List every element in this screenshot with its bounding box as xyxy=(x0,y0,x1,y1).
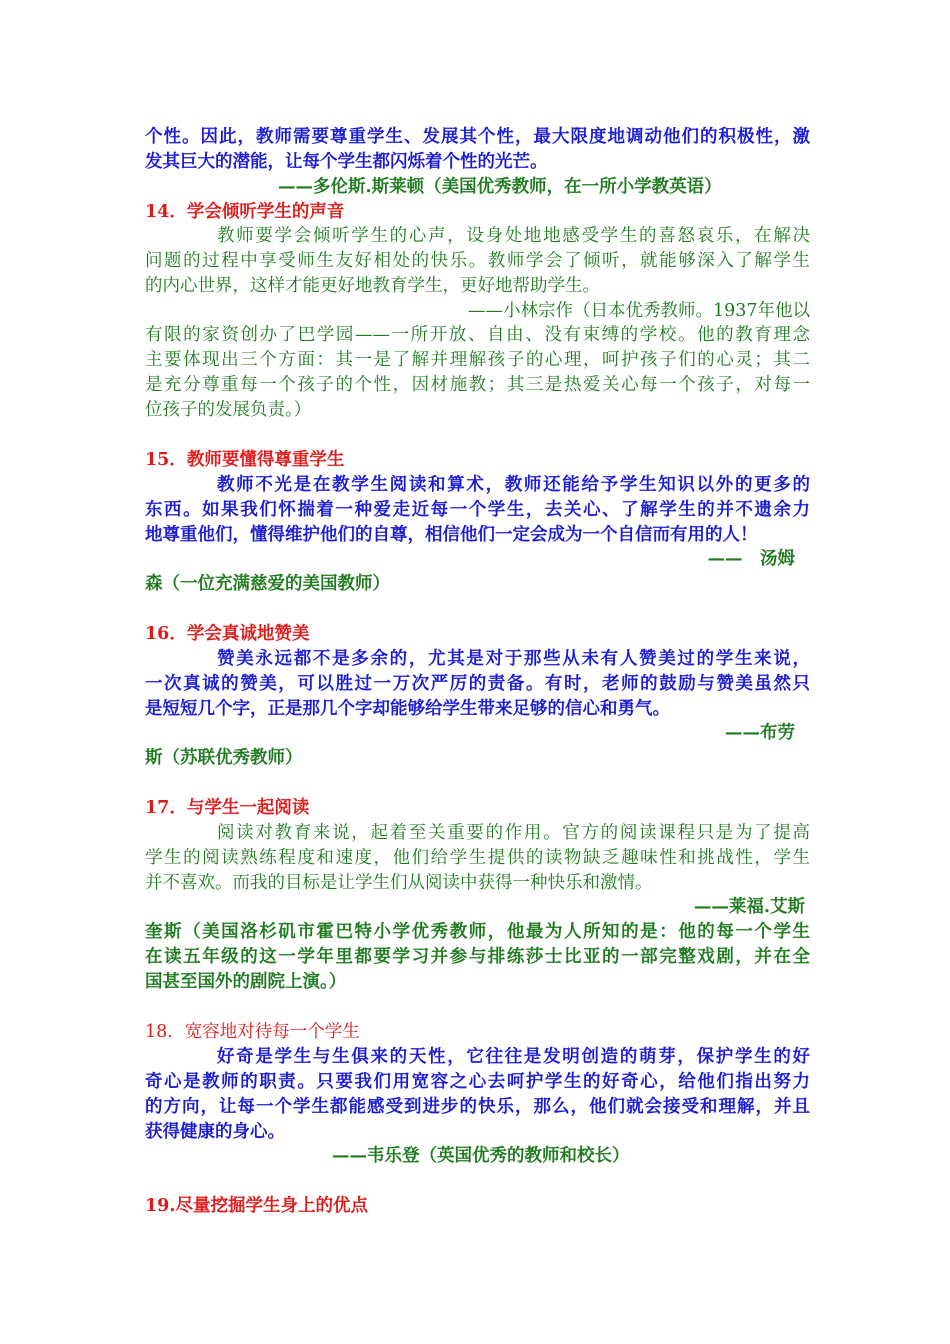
section-heading: 15．教师要懂得尊重学生 xyxy=(145,450,345,470)
paragraph-line: 赞美永远都不是多余的，尤其是对于那些从未有人赞美过的学生来说， xyxy=(217,649,810,669)
paragraph-line: 获得健康的身心。 xyxy=(145,1122,285,1142)
attribution-line: —— 汤姆 xyxy=(707,549,795,569)
attribution-line: 位孩子的发展负责。） xyxy=(145,400,312,420)
attribution-line: 奎斯（美国洛杉矶市霍巴特小学优秀教师，他最为人所知的是：他的每一个学生 xyxy=(145,922,810,942)
paragraph-line: 问题的过程中享受师生友好相处的快乐。教师学会了倾听，就能够深入了解学生 xyxy=(145,251,810,271)
paragraph-line: 一次真诚的赞美，可以胜过一万次严厉的责备。有时，老师的鼓励与赞美虽然只 xyxy=(145,674,810,694)
section-heading: 19.尽量挖掘学生身上的优点 xyxy=(145,1196,368,1216)
paragraph-line: 东西。如果我们怀揣着一种爱走近每一个学生，去关心、了解学生的并不遗余力 xyxy=(145,500,810,520)
attribution-line: ——布劳 xyxy=(725,723,795,743)
paragraph-line: 地尊重他们，懂得维护他们的自尊，相信他们一定会成为一个自信而有用的人！ xyxy=(145,525,758,545)
attribution-line: 国甚至国外的剧院上演。） xyxy=(145,972,347,992)
attribution-line: 有限的家资创办了巴学园——一所开放、自由、没有束缚的学校。他的教育理念 xyxy=(145,325,810,345)
paragraph-line: 阅读对教育来说，起着至关重要的作用。官方的阅读课程只是为了提高 xyxy=(217,823,810,843)
paragraph-line: 的方向，让每一个学生都能感受到进步的快乐，那么，他们就会接受和理解，并且 xyxy=(145,1097,810,1117)
section-heading: 18．宽容地对待每一个学生 xyxy=(145,1022,360,1042)
attribution-line: ——小林宗作（日本优秀教师。1937年他以 xyxy=(467,301,810,321)
attribution-line: ——韦乐登（英国优秀的教师和校长） xyxy=(332,1146,630,1166)
paragraph-line: 发其巨大的潜能，让每个学生都闪烁着个性的光芒。 xyxy=(145,152,548,172)
paragraph-line: 教师不光是在教学生阅读和算术，教师还能给予学生知识以外的更多的 xyxy=(217,475,810,495)
section-heading: 16．学会真诚地赞美 xyxy=(145,624,310,644)
paragraph-line: 好奇是学生与生俱来的天性，它往往是发明创造的萌芽，保护学生的好 xyxy=(217,1047,810,1067)
section-heading: 17．与学生一起阅读 xyxy=(145,798,310,818)
attribution-line: ——多伦斯.斯莱顿（美国优秀教师，在一所小学教英语） xyxy=(278,177,722,197)
paragraph-line: 教师要学会倾听学生的心声，设身处地地感受学生的喜怒哀乐，在解决 xyxy=(217,226,810,246)
attribution-line: ——莱福.艾斯 xyxy=(693,897,805,917)
paragraph-line: 并不喜欢。而我的目标是让学生们从阅读中获得一种快乐和激情。 xyxy=(145,873,653,893)
section-heading: 14．学会倾听学生的声音 xyxy=(145,202,345,222)
attribution-line: 森（一位充满慈爱的美国教师） xyxy=(145,574,390,594)
attribution-line: 在读五年级的这一学年里都要学习并参与排练莎士比亚的一部完整戏剧，并在全 xyxy=(145,947,810,967)
attribution-line: 是充分尊重每一个孩子的个性，因材施教；其三是热爱关心每一个孩子，对每一 xyxy=(145,375,810,395)
paragraph-line: 的内心世界，这样才能更好地教育学生，更好地帮助学生。 xyxy=(145,276,600,296)
paragraph-line: 奇心是教师的职责。只要我们用宽容之心去呵护学生的好奇心，给他们指出努力 xyxy=(145,1072,810,1092)
attribution-line: 主要体现出三个方面：其一是了解并理解孩子的心理，呵护孩子们的心灵；其二 xyxy=(145,350,810,370)
paragraph-line: 个性。因此，教师需要尊重学生、发展其个性，最大限度地调动他们的积极性，激 xyxy=(145,127,810,147)
paragraph-line: 学生的阅读熟练程度和速度，他们给学生提供的读物缺乏趣味性和挑战性，学生 xyxy=(145,848,810,868)
paragraph-line: 是短短几个字，正是那几个字却能够给学生带来足够的信心和勇气。 xyxy=(145,699,670,719)
attribution-line: 斯（苏联优秀教师） xyxy=(145,748,303,768)
